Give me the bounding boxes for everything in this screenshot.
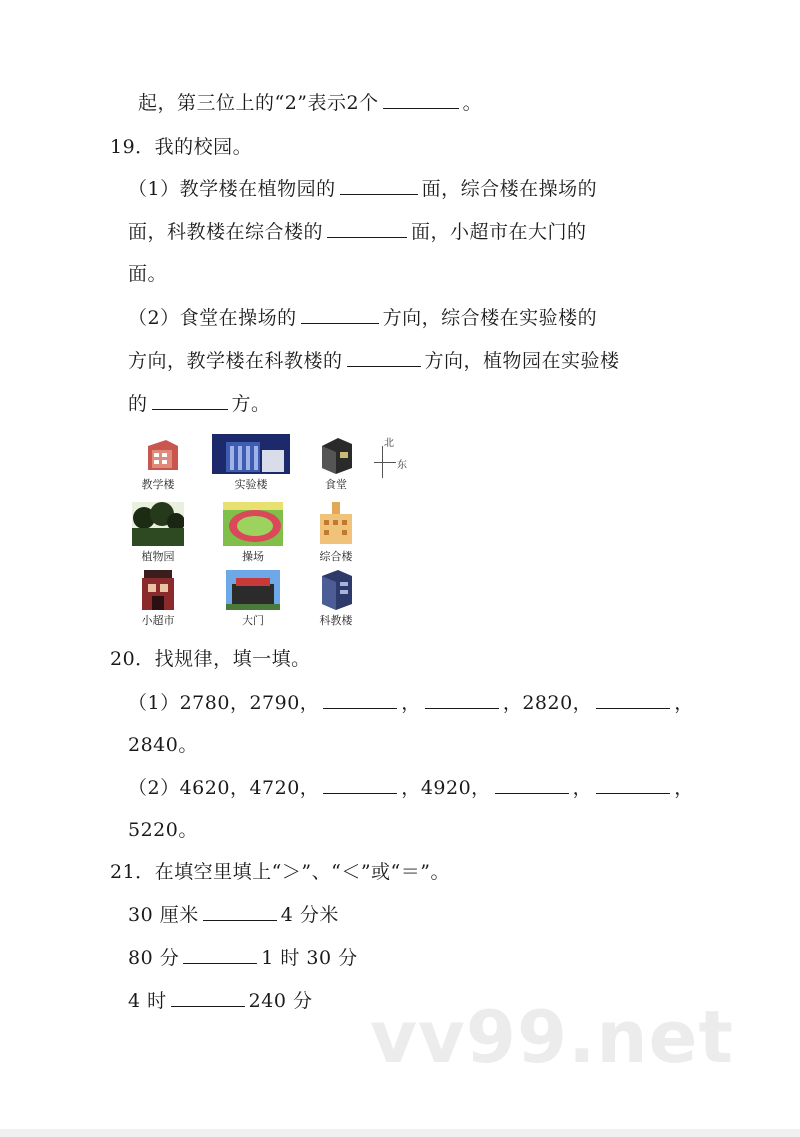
complex-building-icon — [316, 502, 356, 546]
q21-title: 21．在填空里填上“＞”、“＜”或“＝”。 — [110, 861, 450, 883]
garden-icon — [132, 502, 184, 546]
label-science: 科教楼 — [319, 614, 353, 627]
label-garden: 植物园 — [141, 550, 175, 563]
building-lab — [210, 432, 292, 494]
q19-p1-line2: 面，科教楼在综合楼的 面，小超市在大门的 — [128, 221, 587, 243]
answer-blank[interactable] — [425, 690, 499, 709]
q19-p1-line1: （1）教学楼在植物园的 面，综合楼在操场的 — [128, 178, 598, 200]
q19-p1-line3: 面。 — [128, 263, 168, 285]
q19-p2-line1: （2）食堂在操场的 方向，综合楼在实验楼的 — [128, 307, 598, 329]
gate-icon — [226, 570, 280, 610]
answer-blank[interactable] — [301, 305, 379, 324]
label-supermarket: 小超市 — [141, 614, 175, 627]
answer-blank[interactable] — [383, 90, 459, 109]
label-complex: 综合楼 — [319, 550, 353, 563]
supermarket — [128, 568, 188, 628]
compass-east-label: 东 — [397, 460, 407, 471]
answer-blank[interactable] — [183, 945, 257, 964]
building-complex — [306, 500, 366, 564]
q19-p2-line3: 的 方。 — [128, 393, 271, 415]
answer-blank[interactable] — [495, 775, 569, 794]
compass-north-label: 北 — [384, 438, 394, 449]
supermarket-icon — [140, 570, 176, 610]
q20-p1-line1: （1）2780，2790， ， ，2820， ， — [128, 692, 694, 714]
building-science — [306, 568, 366, 628]
science-building-icon — [316, 570, 356, 610]
compass — [372, 434, 412, 484]
label-gate: 大门 — [242, 614, 264, 627]
lab-building-icon — [212, 434, 290, 474]
q18-tail-line: 起，第三位上的“2”表示2个 。 — [138, 92, 483, 114]
q20-p2-line1: （2）4620，4720， ，4920， ， ， — [128, 777, 694, 799]
q21-row1: 30 厘米 4 分米 — [128, 904, 339, 926]
answer-blank[interactable] — [203, 902, 277, 921]
q20-p2-line2: 5220。 — [128, 819, 198, 841]
label-canteen: 食堂 — [325, 478, 347, 491]
answer-blank[interactable] — [327, 219, 407, 238]
q21-row3: 4 时 240 分 — [128, 990, 313, 1012]
teaching-building-icon — [140, 436, 180, 474]
q19-p2-line2: 方向，教学楼在科教楼的 方向，植物园在实验楼 — [128, 350, 620, 372]
q19-title: 19．我的校园。 — [110, 136, 253, 158]
answer-blank[interactable] — [323, 775, 397, 794]
answer-blank[interactable] — [596, 690, 670, 709]
compass-horizontal-axis — [374, 462, 396, 463]
answer-blank[interactable] — [152, 391, 228, 410]
building-canteen — [306, 432, 366, 494]
answer-blank[interactable] — [171, 988, 245, 1007]
answer-blank[interactable] — [596, 775, 670, 794]
answer-blank[interactable] — [347, 348, 421, 367]
building-teaching — [128, 432, 188, 494]
q20-p1-line2: 2840。 — [128, 734, 198, 756]
playground-icon — [223, 502, 283, 546]
q21-row2: 80 分 1 时 30 分 — [128, 947, 358, 969]
label-lab: 实验楼 — [234, 478, 268, 491]
label-teaching: 教学楼 — [141, 478, 175, 491]
label-playground: 操场 — [242, 550, 264, 563]
gate — [218, 568, 288, 628]
watermark: vv99.net — [370, 995, 734, 1079]
answer-blank[interactable] — [323, 690, 397, 709]
garden — [128, 500, 188, 564]
playground — [218, 500, 288, 564]
page-bottom-edge — [0, 1129, 800, 1137]
campus-map-image — [128, 432, 410, 628]
q20-title: 20．找规律，填一填。 — [110, 648, 311, 670]
canteen-building-icon — [318, 436, 354, 474]
answer-blank[interactable] — [340, 176, 418, 195]
